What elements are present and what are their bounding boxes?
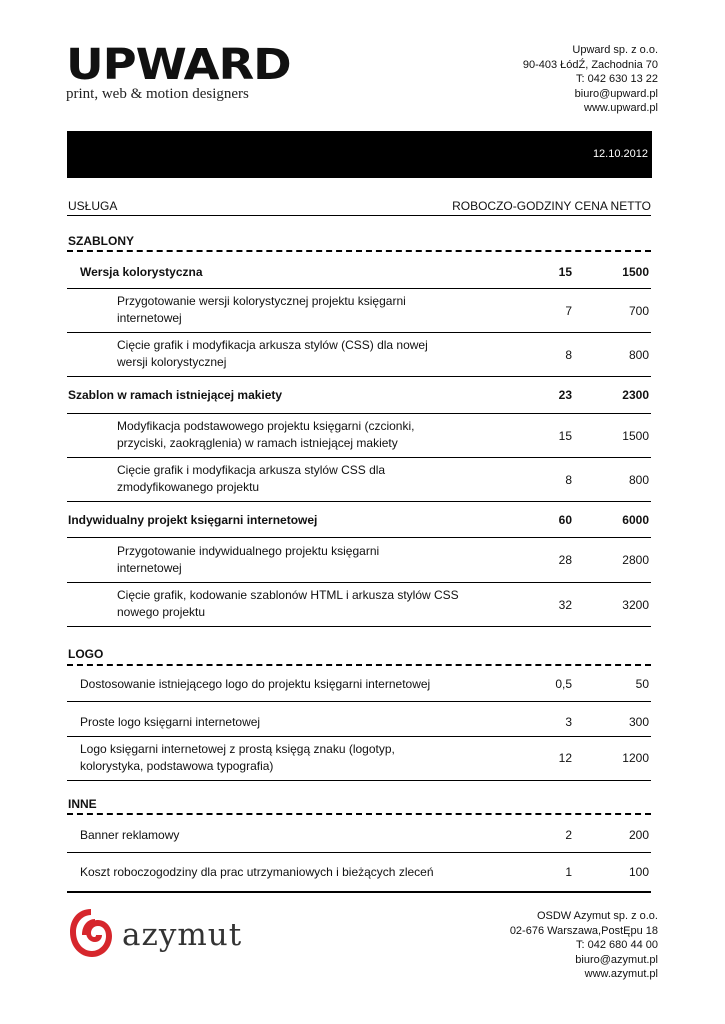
table-row	[67, 252, 651, 289]
pricing-table	[67, 198, 651, 893]
row-hours: 60	[558, 513, 572, 527]
azymut-logo-word: azymut	[122, 917, 243, 953]
row-price: 2300	[622, 388, 649, 402]
company-phone: T: 042 630 13 22	[576, 73, 658, 85]
row-price: 800	[628, 348, 649, 362]
row-price: 1500	[622, 429, 649, 443]
row-label: Logo księgarni internetowej z prostą księgą znaku (logotyp, kolorystyka, podstawowa typografia)	[80, 742, 395, 773]
row-label: Dostosowanie istniejącego logo do projektu księgarni internetowej	[80, 677, 431, 691]
table-row	[67, 377, 651, 414]
section-title: SZABLONY	[68, 234, 134, 248]
row-price: 700	[628, 304, 649, 318]
row-price: 2800	[622, 553, 649, 567]
column-hours-price: ROBOCZO-GODZINY CENA NETTO	[452, 199, 651, 213]
row-hours: 28	[558, 553, 572, 567]
header-bar	[67, 131, 652, 178]
row-label: Cięcie grafik i modyfikacja arkusza stylów CSS dla zmodyfikowanego projektu	[117, 463, 386, 494]
table-row	[67, 538, 651, 583]
table-row	[67, 502, 651, 538]
row-price: 1200	[622, 751, 649, 765]
row-price: 3200	[622, 598, 649, 612]
row-price: 6000	[622, 513, 649, 527]
table-row	[67, 815, 651, 853]
row-label: Indywidualny projekt księgarni internetowej	[68, 513, 318, 527]
table-row	[67, 702, 651, 737]
document-date: 12.10.2012	[592, 148, 648, 160]
table-row	[67, 414, 651, 458]
company-www: www.azymut.pl	[584, 968, 658, 980]
row-label: Wersja kolorystyczna	[80, 265, 203, 279]
row-price: 100	[628, 865, 649, 879]
company-name: Upward sp. z o.o.	[572, 44, 658, 56]
company-address: 02-676 Warszawa,PostĘpu 18	[509, 924, 658, 937]
row-hours: 12	[558, 751, 572, 765]
row-hours: 32	[558, 598, 572, 612]
upward-logo	[66, 40, 291, 103]
row-label: Cięcie grafik, kodowanie szablonów HTML i arkusza stylów CSS nowego projektu	[117, 588, 459, 619]
row-label: Koszt roboczogodziny dla prac utrzymaniowych i bieżących zleceń	[80, 865, 434, 879]
section-heading	[67, 216, 651, 252]
row-label: Cięcie grafik i modyfikacja arkusza stylów (CSS) dla nowej wersji kolorystycznej	[117, 338, 428, 369]
company-name: OSDW Azymut sp. z o.o.	[536, 910, 658, 922]
company-email: biuro@upward.pl	[574, 87, 658, 100]
row-hours: 1	[565, 865, 572, 879]
row-label: Szablon w ramach istniejącej makiety	[68, 388, 283, 402]
row-label: Banner reklamowy	[80, 828, 180, 842]
row-hours: 8	[565, 473, 572, 487]
azymut-address-block	[510, 909, 658, 982]
row-label: Proste logo księgarni internetowej	[80, 715, 261, 729]
table-row	[67, 289, 651, 333]
section-title: LOGO	[68, 647, 104, 661]
table-header	[67, 198, 651, 216]
table-row	[67, 737, 651, 781]
row-hours: 8	[565, 348, 572, 362]
azymut-logo	[68, 905, 243, 966]
company-phone: T: 042 680 44 00	[576, 939, 658, 951]
table-row	[67, 458, 651, 502]
azymut-emblem-icon	[68, 905, 114, 961]
upward-logo-tagline: print, web & motion designers	[66, 86, 249, 102]
row-hours: 15	[558, 429, 572, 443]
row-hours: 2	[565, 828, 572, 842]
row-label: Przygotowanie wersji kolorystycznej projektu księgarni internetowej	[117, 294, 406, 325]
upward-address-block	[523, 43, 658, 116]
row-price: 300	[628, 715, 649, 729]
row-hours: 15	[558, 265, 572, 279]
section-heading	[67, 627, 651, 666]
row-label: Przygotowanie indywidualnego projektu księgarni internetowej	[117, 544, 380, 575]
row-price: 200	[628, 828, 649, 842]
row-hours: 23	[558, 388, 572, 402]
row-label: Modyfikacja podstawowego projektu księgarni (czcionki, przyciski, zaokrąglenia) w ramach istniejącej makiety	[117, 419, 415, 450]
row-hours: 3	[565, 715, 572, 729]
row-price: 800	[628, 473, 649, 487]
table-row	[67, 666, 651, 702]
company-www: www.upward.pl	[584, 102, 658, 114]
section-heading	[67, 781, 651, 815]
table-row	[67, 583, 651, 627]
company-email: biuro@azymut.pl	[575, 953, 658, 966]
upward-logo-word: UPWARD	[66, 40, 291, 90]
row-price: 50	[635, 677, 649, 691]
row-price: 1500	[622, 265, 649, 279]
table-row	[67, 333, 651, 377]
section-title: INNE	[68, 797, 97, 811]
table-row	[67, 853, 651, 893]
row-hours: 0,5	[555, 677, 572, 691]
company-address: 90-403 ŁódŹ, Zachodnia 70	[522, 58, 658, 71]
row-hours: 7	[565, 304, 572, 318]
column-service: USŁUGA	[68, 199, 118, 213]
